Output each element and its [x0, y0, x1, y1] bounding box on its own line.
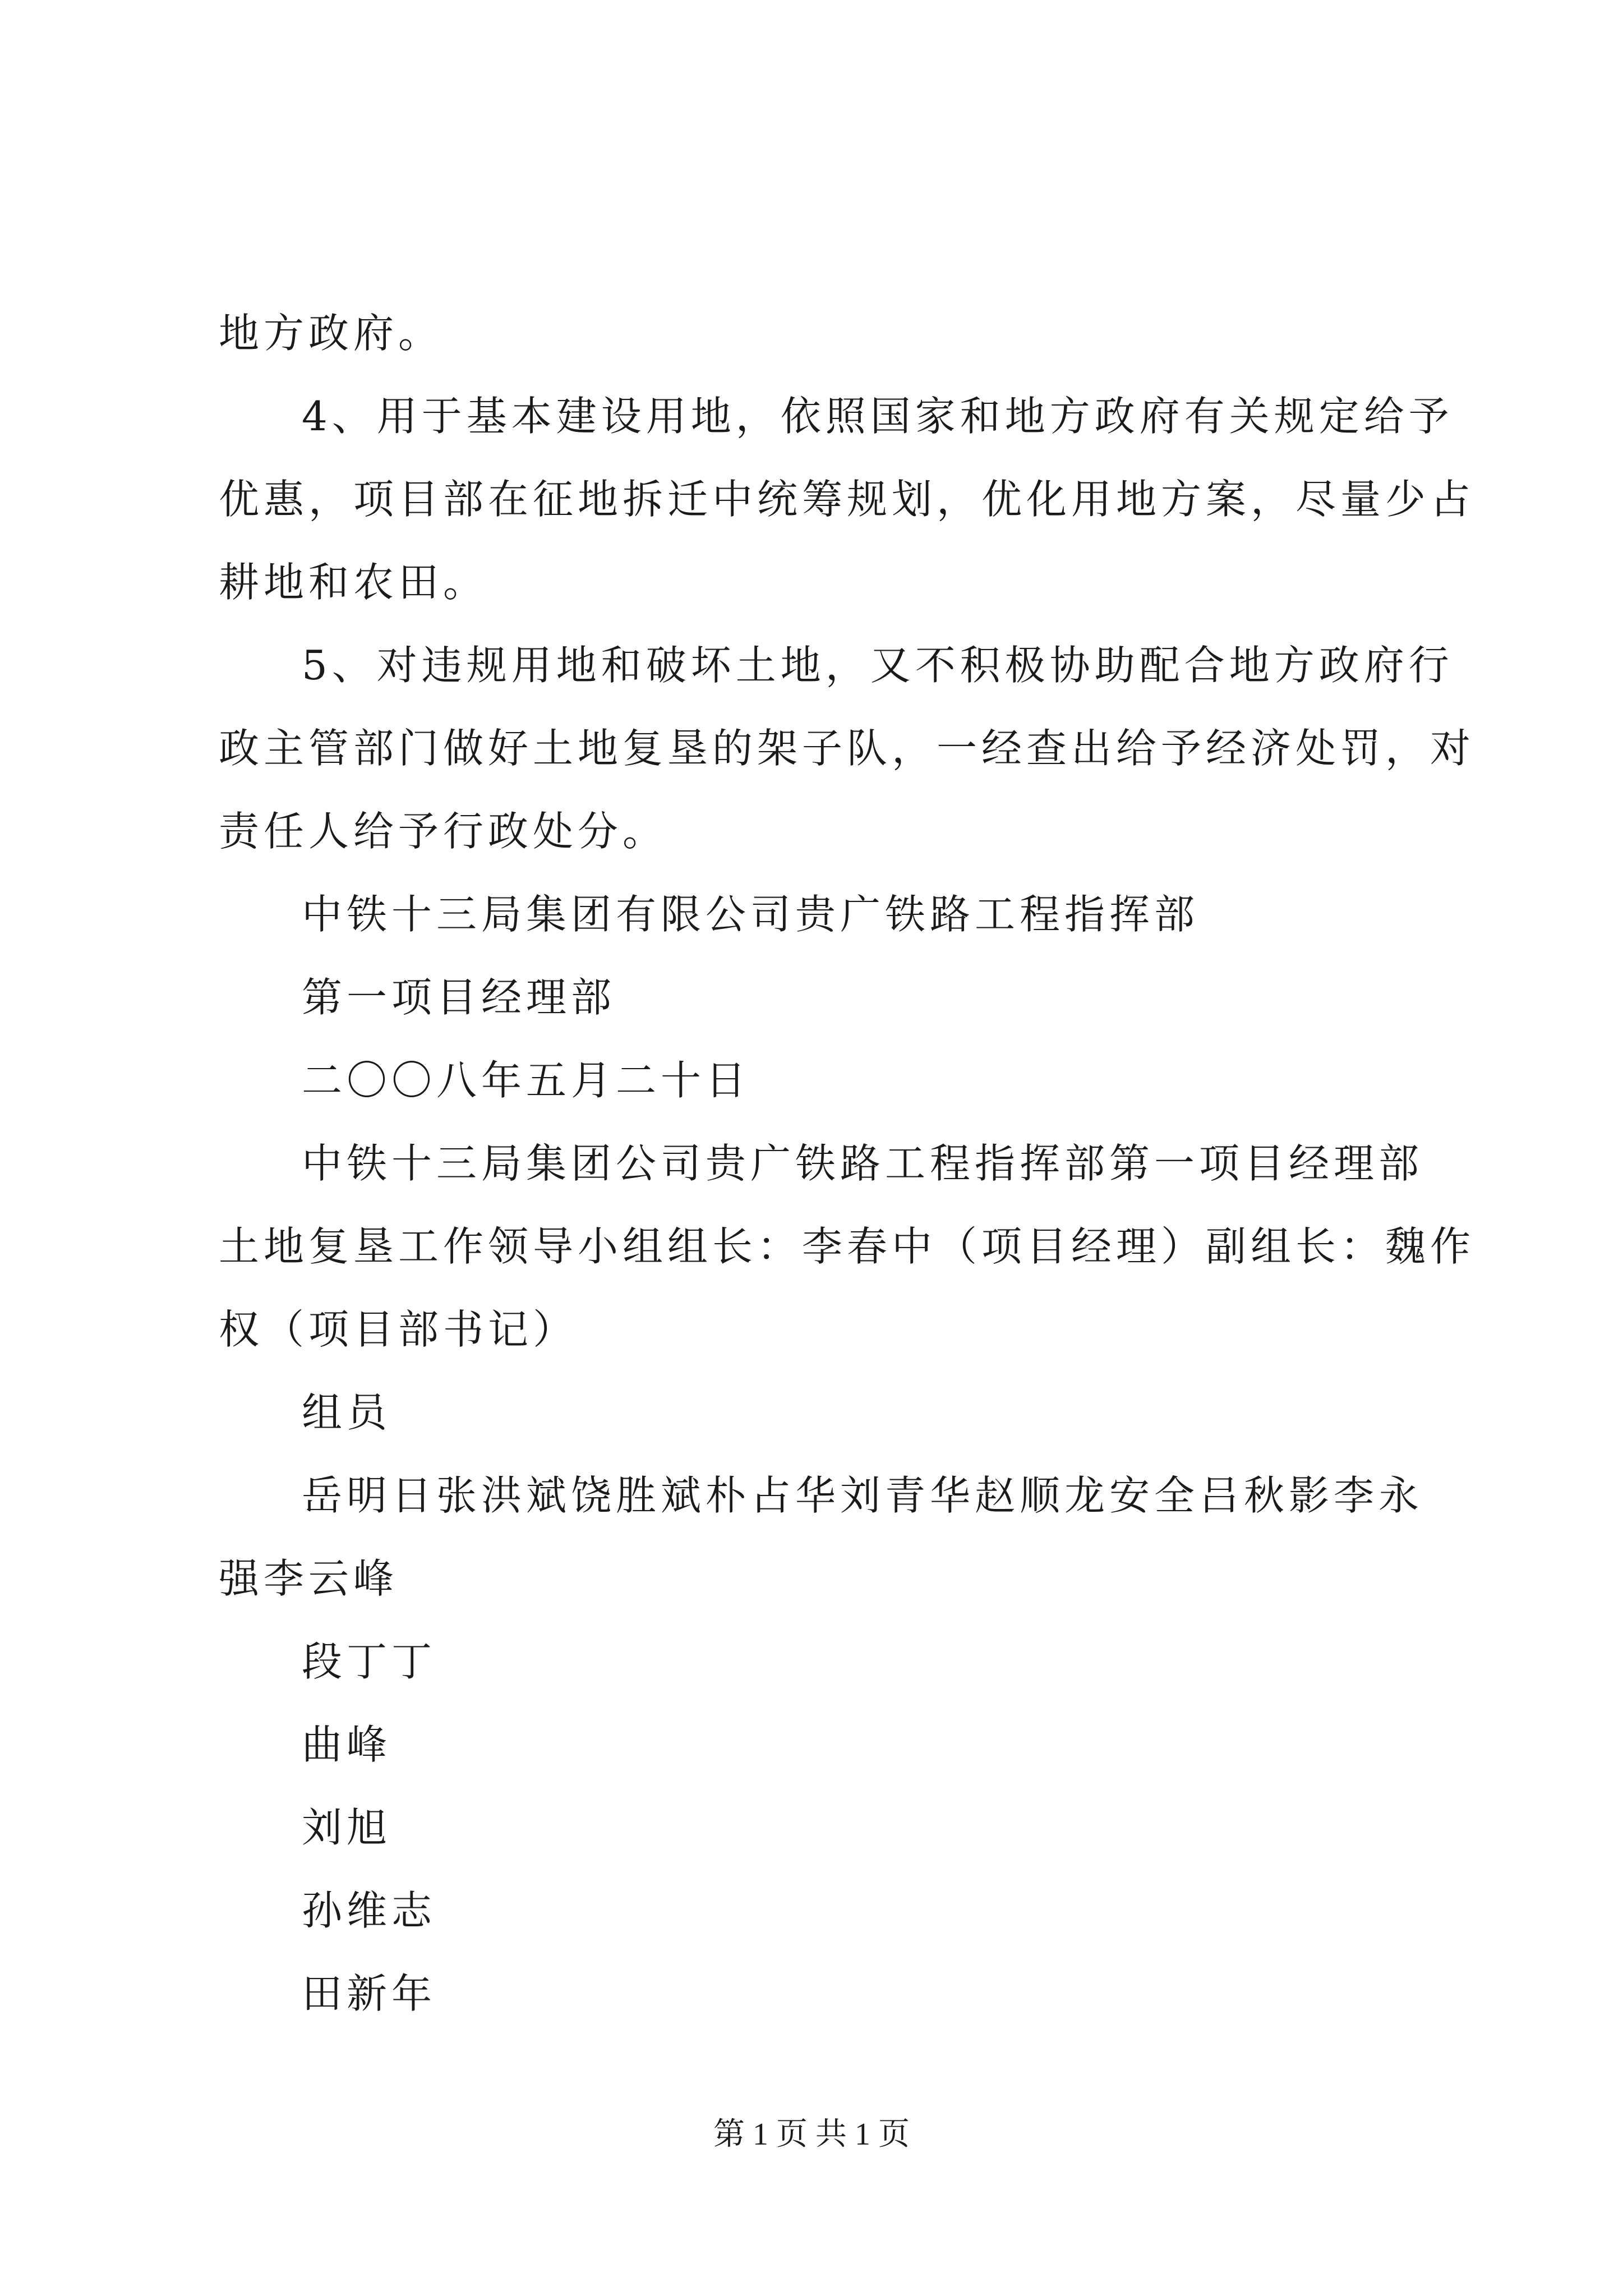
group-heading-line-1: 中铁十三局集团公司贵广铁路工程指挥部第一项目经理部 [302, 1140, 1424, 1187]
member-name: 段丁丁 [302, 1638, 437, 1685]
member-name: 田新年 [302, 1970, 437, 2017]
members-label: 组员 [302, 1389, 392, 1436]
body-line-6: 政主管部门做好土地复垦的架子队，一经查出给予经济处罚，对 [219, 725, 1476, 772]
member-name: 曲峰 [302, 1721, 392, 1768]
body-line-4: 耕地和农田。 [219, 559, 488, 606]
body-line-3: 优惠，项目部在征地拆迁中统筹规划，优化用地方案，尽量少占 [219, 476, 1476, 523]
page-number-footer: 第 1 页 共 1 页 [713, 2117, 910, 2152]
signature-department: 第一项目经理部 [302, 974, 616, 1021]
body-line-5: 5、对违规用地和破坏土地，又不积极协助配合地方政府行 [302, 642, 1454, 689]
members-list-line-2: 强李云峰 [219, 1555, 399, 1602]
member-name: 刘旭 [302, 1804, 392, 1851]
body-line-2: 4、用于基本建设用地，依照国家和地方政府有关规定给予 [302, 393, 1454, 440]
group-heading-line-3: 权（项目部书记） [219, 1306, 578, 1353]
signature-date: 二〇〇八年五月二十日 [302, 1057, 751, 1104]
group-heading-line-2: 土地复垦工作领导小组组长：李春中（项目经理）副组长：魏作 [219, 1223, 1476, 1270]
body-line-1: 地方政府。 [219, 310, 444, 357]
body-line-7: 责任人给予行政处分。 [219, 808, 668, 855]
members-list-line-1: 岳明日张洪斌饶胜斌朴占华刘青华赵顺龙安全吕秋影李永 [302, 1472, 1424, 1519]
signature-organization: 中铁十三局集团有限公司贵广铁路工程指挥部 [302, 891, 1200, 938]
member-name: 孙维志 [302, 1887, 437, 1934]
document-body [219, 292, 1476, 2035]
